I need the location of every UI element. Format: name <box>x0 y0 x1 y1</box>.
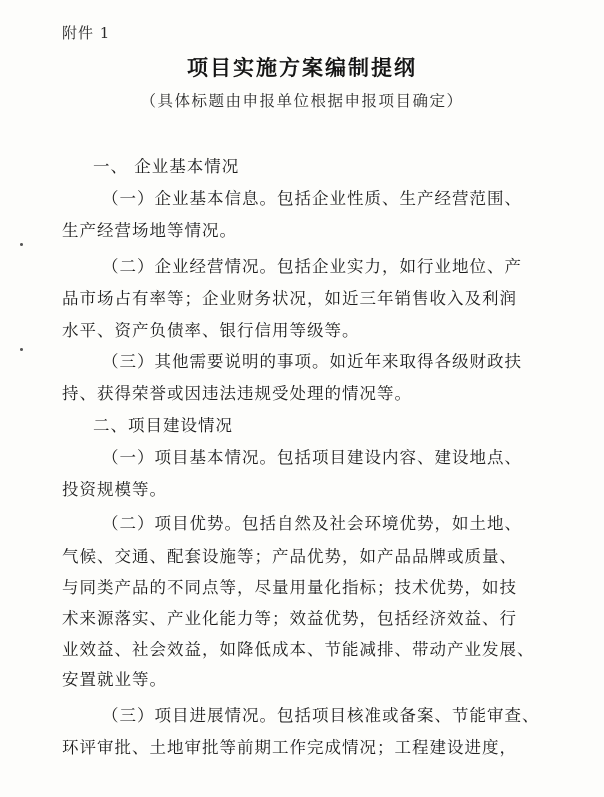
paragraph-line: 安置就业等。 <box>62 670 167 689</box>
paragraph-line: （三）项目进展情况。包括项目核准或备案、节能审查、 <box>102 706 540 725</box>
paragraph-line: 投资规模等。 <box>62 480 167 499</box>
paragraph-line: 生产经营场地等情况。 <box>62 221 237 240</box>
paragraph-line: 环评审批、土地审批等前期工作完成情况；工程建设进度， <box>62 738 517 757</box>
paragraph-line: （二）企业经营情况。包括企业实力，如行业地位、产 <box>102 257 522 276</box>
document-subtitle: （具体标题由申报单位根据申报项目确定） <box>140 92 464 110</box>
attachment-label: 附件 1 <box>62 24 111 42</box>
paragraph-line: 品市场占有率等；企业财务状况，如近三年销售收入及利润 <box>62 289 517 308</box>
paragraph-line: 气候、交通、配套设施等；产品优势，如产品品牌或质量、 <box>62 547 517 566</box>
paragraph-line: 与同类产品的不同点等，尽量用量化指标；技术优势，如技 <box>62 578 517 597</box>
paragraph-line: 持、获得荣誉或因违法违规受处理的情况等。 <box>62 384 412 403</box>
section-heading-1: 一、 企业基本情况 <box>93 157 240 176</box>
paragraph-line: 业效益、社会效益，如降低成本、节能减排、带动产业发展、 <box>62 640 535 659</box>
paragraph-line: 水平、资产负债率、银行信用等级等。 <box>62 321 360 340</box>
document-title: 项目实施方案编制提纲 <box>187 55 417 80</box>
scan-artifact-dot <box>20 348 23 351</box>
paragraph-line: （一）企业基本信息。包括企业性质、生产经营范围、 <box>102 189 522 208</box>
scan-artifact-dot <box>20 243 23 246</box>
section-heading-2: 二、项目建设情况 <box>93 416 233 435</box>
paragraph-line: 术来源落实、产业化能力等；效益优势，包括经济效益、行 <box>62 609 517 628</box>
paragraph-line: （二）项目优势。包括自然及社会环境优势，如土地、 <box>102 514 522 533</box>
paragraph-line: （三）其他需要说明的事项。如近年来取得各级财政扶 <box>102 352 522 371</box>
paragraph-line: （一）项目基本情况。包括项目建设内容、建设地点、 <box>102 448 522 467</box>
